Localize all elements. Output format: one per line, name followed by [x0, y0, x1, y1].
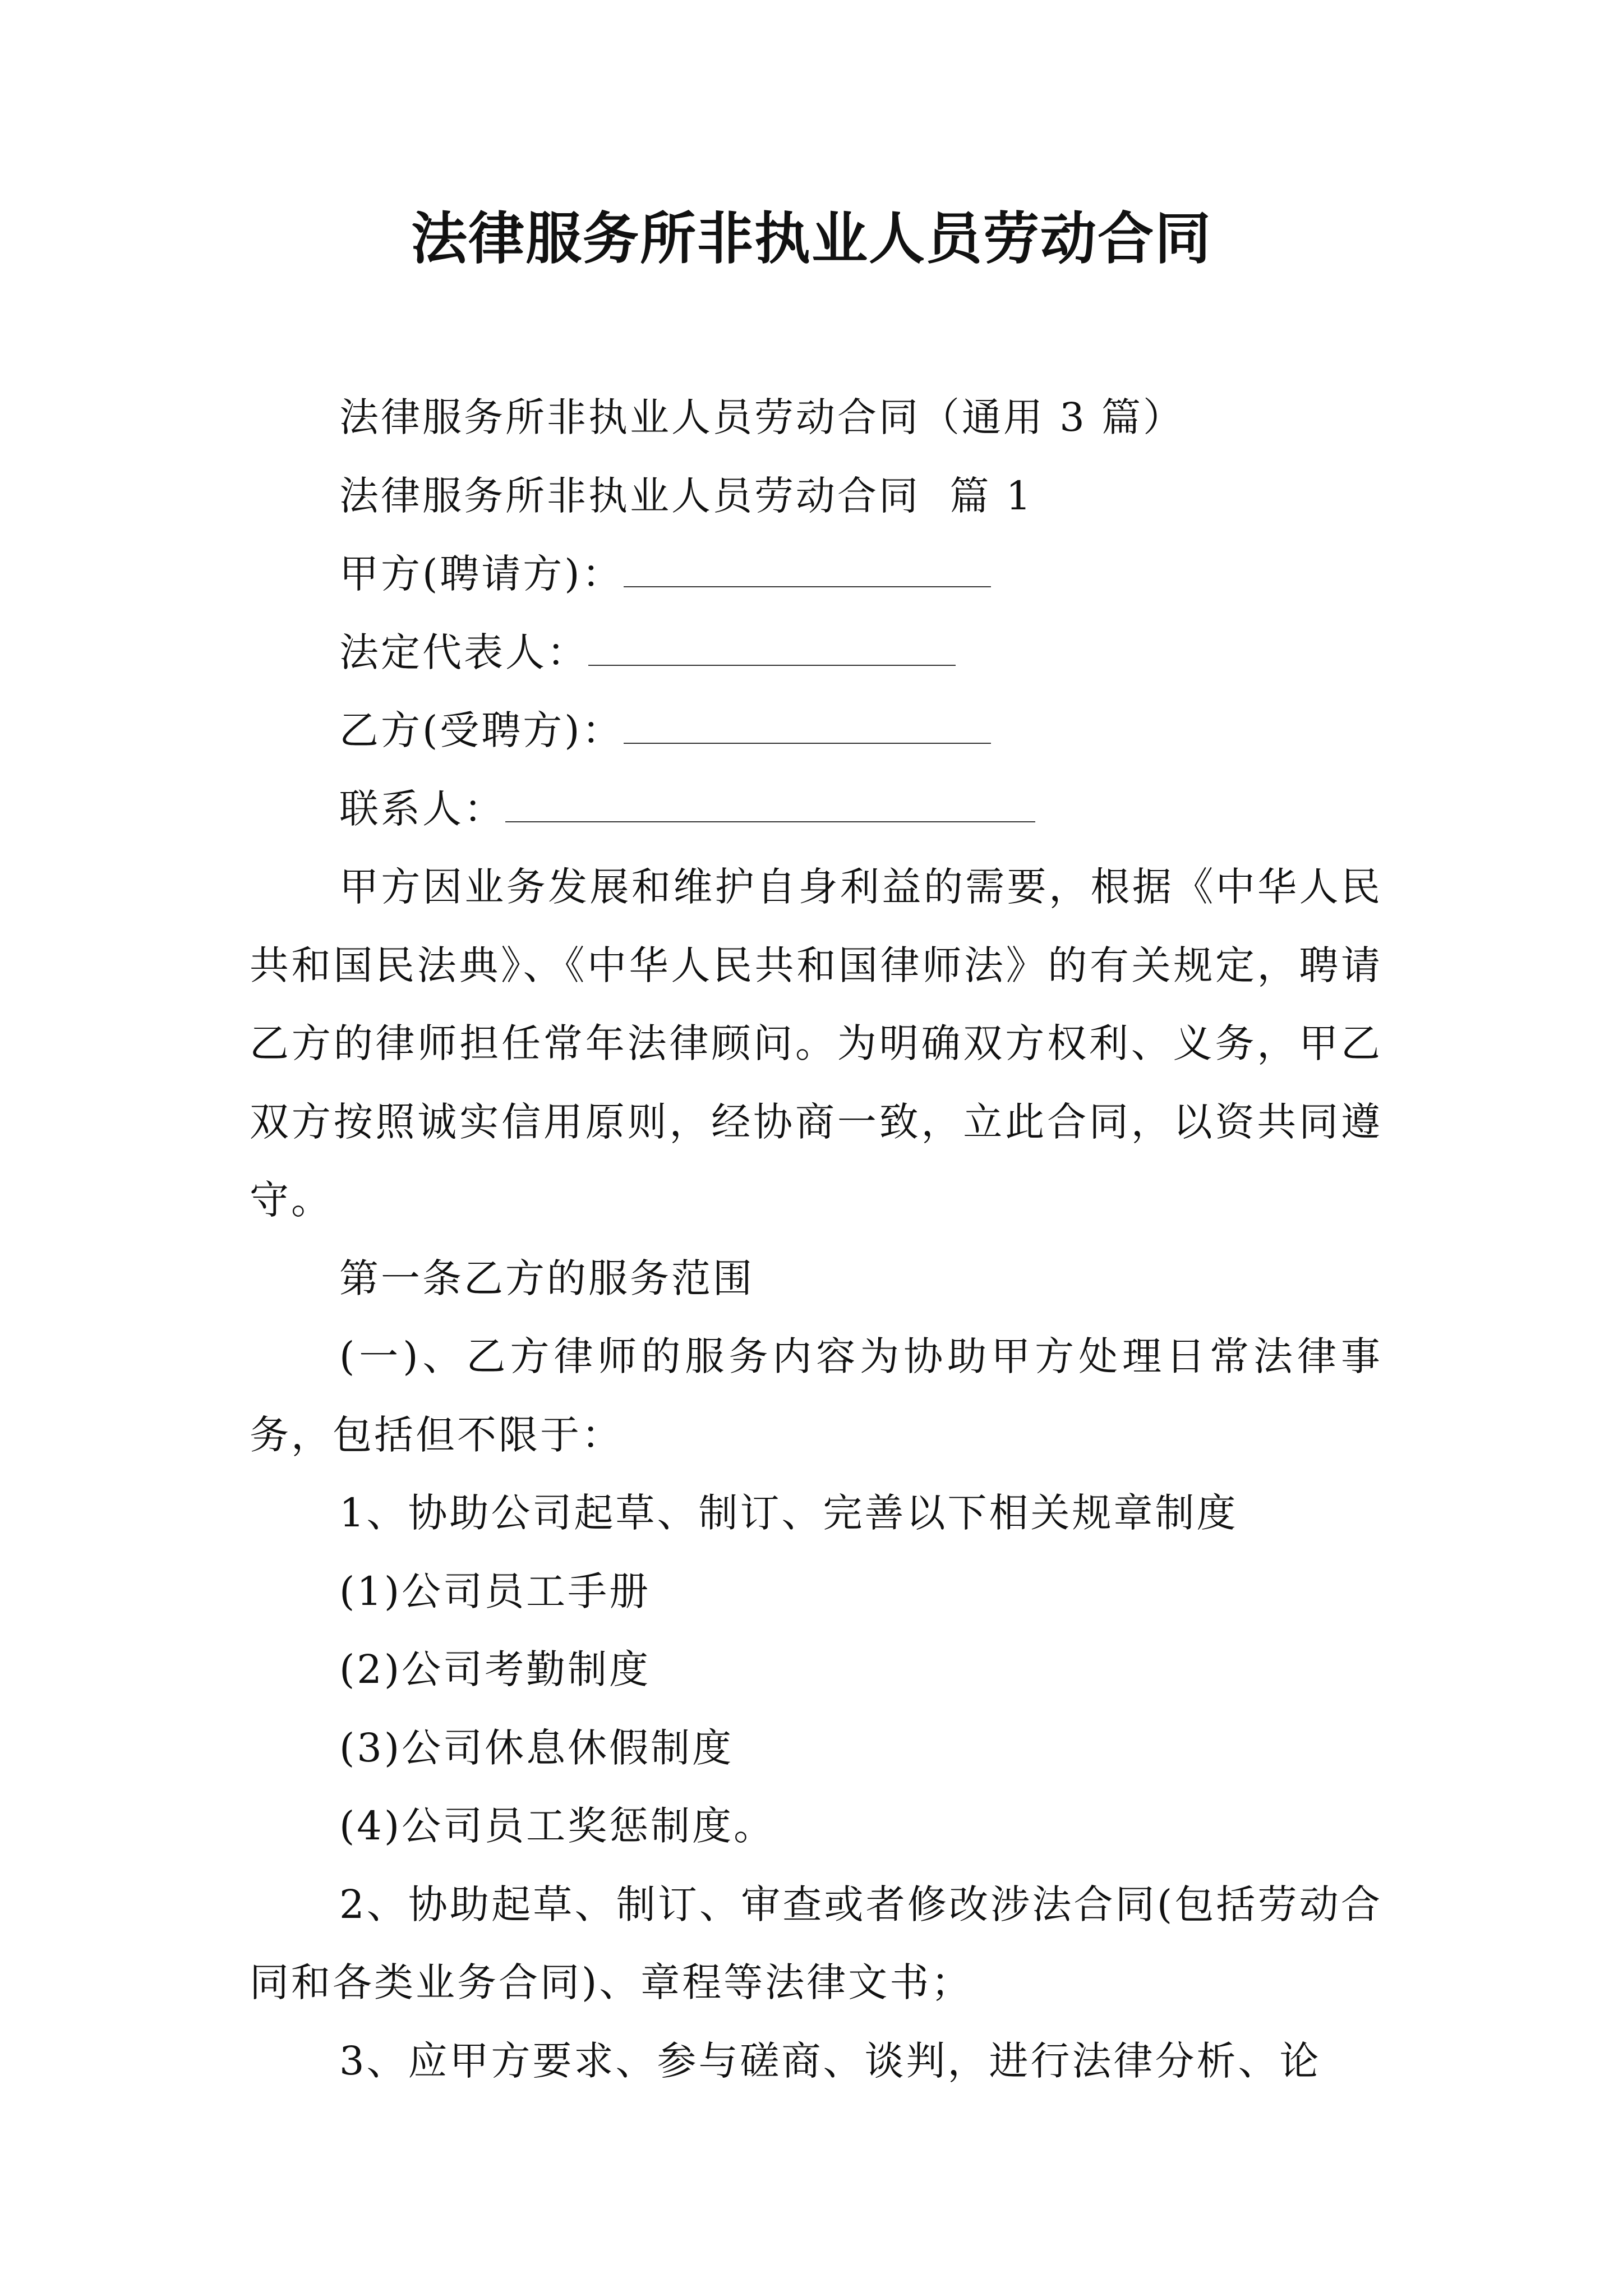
- document-title: 法律服务所非执业人员劳动合同: [411, 205, 1212, 272]
- legal-rep-label: 法定代表人：: [339, 629, 588, 675]
- sub-item-4: (4)公司员工奖惩制度。: [339, 1803, 776, 1849]
- sub-item-2: (2)公司考勤制度: [339, 1646, 651, 1692]
- contact-blank: [505, 788, 1035, 822]
- item-1-paragraph: 1、协助公司起草、制订、完善以下相关规章制度: [339, 1490, 1238, 1536]
- item-2-paragraph: 2、协助起草、制订、审查或者修改涉法合同(包括劳动合同和各类业务合同)、章程等法律文书；: [250, 1881, 1382, 2005]
- legal-rep-blank: [588, 631, 956, 666]
- party-a-field: [250, 535, 1382, 614]
- article-1-heading: 第一条乙方的服务范围: [339, 1255, 754, 1301]
- party-a-label: 甲方(聘请方)：: [339, 551, 624, 597]
- legal-rep-field: [250, 614, 1382, 692]
- contact-field: [250, 770, 1382, 849]
- document-subtitle: 法律服务所非执业人员劳动合同（通用 3 篇）: [339, 394, 1185, 440]
- sub-item-1: (1)公司员工手册: [339, 1568, 651, 1614]
- document-body: [250, 379, 1382, 2100]
- sub-item-3: (3)公司休息休假制度: [339, 1724, 734, 1771]
- party-b-label: 乙方(受聘方)：: [339, 707, 624, 753]
- section-heading: 法律服务所非执业人员劳动合同 篇 1: [339, 472, 1034, 519]
- party-b-field: [250, 692, 1382, 770]
- item-3-paragraph: 3、应甲方要求、参与磋商、谈判，进行法律分析、论: [339, 2037, 1321, 2084]
- party-b-blank: [624, 709, 991, 744]
- contact-label: 联系人：: [339, 785, 505, 832]
- clause-1-paragraph: (一)、乙方律师的服务内容为协助甲方处理日常法律事务，包括但不限于：: [250, 1333, 1382, 1458]
- preamble-paragraph: 甲方因业务发展和维护自身利益的需要，根据《中华人民共和国民法典》、《中华人民共和国律师法》的有关规定，聘请乙方的律师担任常年法律顾问。为明确双方权利、义务，甲乙双方按照诚实信用原则，经协商一致，立此合同，以资共同遵守。: [250, 864, 1382, 1223]
- party-a-blank: [624, 553, 991, 587]
